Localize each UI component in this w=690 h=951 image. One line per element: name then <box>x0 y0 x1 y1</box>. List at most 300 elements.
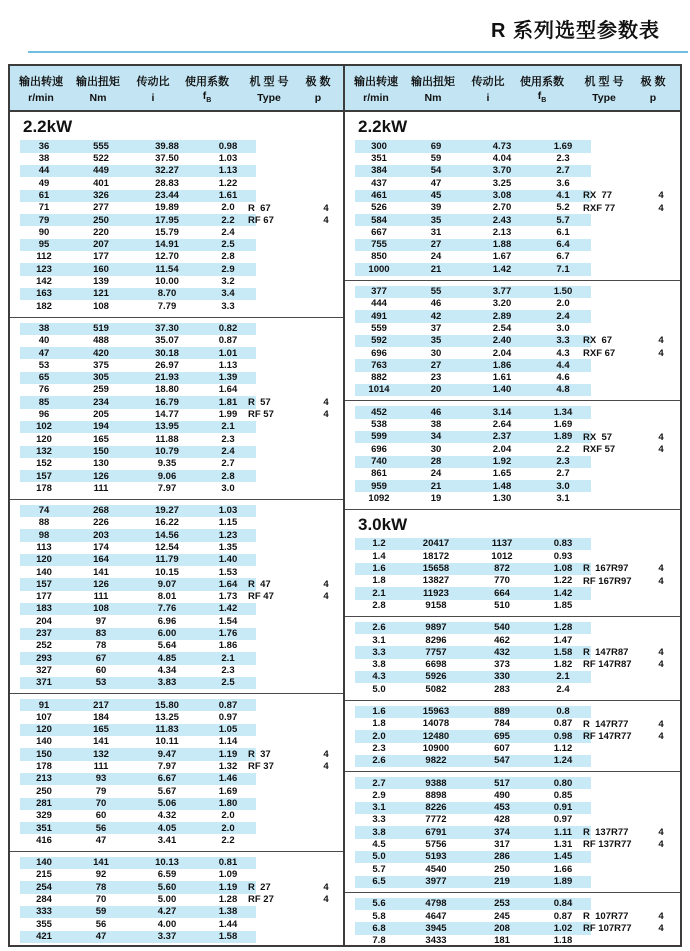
column-label: 传动比 <box>471 75 505 88</box>
torque-cell: 164 <box>93 554 109 566</box>
ratio-cell: 6.00 <box>157 628 177 640</box>
speed-cell: 461 <box>371 189 387 201</box>
data-row <box>20 881 256 893</box>
poles-value: 4 <box>658 910 664 922</box>
factor-cell: 0.80 <box>553 777 573 789</box>
data-row <box>355 177 591 189</box>
model-type-label: RF 27 <box>248 894 274 906</box>
type-line <box>583 910 675 922</box>
factor-cell: 0.87 <box>553 910 573 922</box>
torque-cell: 141 <box>93 566 109 578</box>
poles-value: 4 <box>323 202 329 214</box>
torque-cell: 10900 <box>422 742 450 754</box>
ratio-cell: 373 <box>494 659 510 671</box>
ratio-cell: 330 <box>494 671 510 683</box>
rows-area <box>20 699 256 847</box>
data-row <box>355 456 591 468</box>
rows-area <box>355 406 591 504</box>
speed-cell: 102 <box>36 421 52 433</box>
torque-cell: 150 <box>93 445 109 457</box>
model-type-label: R 67 <box>248 202 271 214</box>
torque-cell: 15963 <box>422 706 450 718</box>
torque-cell: 8226 <box>425 802 447 814</box>
ratio-cell: 3.08 <box>492 189 512 201</box>
data-row <box>355 214 591 226</box>
poles-value: 4 <box>658 730 664 742</box>
torque-cell: 21 <box>430 263 442 275</box>
type-line <box>583 335 675 347</box>
ratio-cell: 6.96 <box>157 615 177 627</box>
factor-cell: 1.28 <box>553 622 573 634</box>
torque-cell: 97 <box>95 615 107 627</box>
poles-value: 4 <box>658 718 664 730</box>
poles-value: 4 <box>658 839 664 851</box>
torque-cell: 132 <box>93 748 109 760</box>
ratio-cell: 462 <box>494 634 510 646</box>
ratio-cell: 432 <box>494 646 510 658</box>
model-type-label: R 147R87 <box>583 647 629 659</box>
type-line <box>583 718 675 730</box>
data-row <box>20 798 256 810</box>
factor-cell: 2.5 <box>221 677 235 689</box>
speed-cell: 3.1 <box>372 634 386 646</box>
right-column-header <box>345 66 680 112</box>
speed-cell: 281 <box>36 797 52 809</box>
ratio-cell: 784 <box>494 718 510 730</box>
poles-value: 4 <box>658 826 664 838</box>
factor-cell: 1.47 <box>553 634 573 646</box>
torque-cell: 7757 <box>425 646 447 658</box>
factor-cell: 2.7 <box>556 165 570 177</box>
ratio-cell: 5.60 <box>157 881 177 893</box>
data-row <box>20 202 256 214</box>
speed-cell: 152 <box>36 458 52 470</box>
header-units-row <box>10 89 343 106</box>
factor-cell: 1.50 <box>553 286 573 298</box>
torque-cell: 217 <box>93 699 109 711</box>
speed-cell: 2.1 <box>372 587 386 599</box>
torque-cell: 9822 <box>425 755 447 767</box>
data-row <box>20 652 256 664</box>
data-row <box>355 347 591 359</box>
ratio-cell: 18.80 <box>155 384 179 396</box>
selection-parameter-table <box>8 64 682 947</box>
factor-cell: 1.99 <box>218 409 238 421</box>
data-row <box>20 226 256 238</box>
torque-cell: 305 <box>93 372 109 384</box>
column-unit: Nm <box>89 91 107 104</box>
speed-cell: 6.8 <box>372 922 386 934</box>
torque-cell: 555 <box>93 140 109 152</box>
factor-cell: 1.19 <box>218 748 238 760</box>
rows-area <box>355 706 591 767</box>
block-separator <box>10 499 343 500</box>
speed-cell: 76 <box>38 384 50 396</box>
factor-cell: 1.81 <box>218 396 238 408</box>
torque-cell: 37 <box>430 322 442 334</box>
speed-cell: 2.7 <box>372 777 386 789</box>
factor-cell: 1.53 <box>218 566 238 578</box>
data-row <box>355 706 591 718</box>
factor-cell: 1.28 <box>218 894 238 905</box>
rows-area <box>355 622 591 696</box>
column-unit: $f_B$ <box>537 90 547 105</box>
torque-cell: 35 <box>430 214 442 226</box>
ratio-cell: 9.47 <box>157 748 177 760</box>
data-row <box>20 263 256 275</box>
ratio-cell: 374 <box>494 826 510 838</box>
ratio-cell: 14.56 <box>155 529 179 541</box>
data-row <box>20 603 256 615</box>
factor-cell: 2.0 <box>221 822 235 834</box>
torque-cell: 13827 <box>422 575 450 587</box>
torque-cell: 45 <box>430 189 442 201</box>
ratio-cell: 1137 <box>491 538 513 550</box>
data-row <box>20 566 256 578</box>
speed-cell: 85 <box>38 396 50 408</box>
ratio-cell: 3.77 <box>492 286 512 298</box>
data-row <box>20 736 256 748</box>
torque-cell: 226 <box>93 517 109 529</box>
factor-cell: 0.97 <box>553 814 573 826</box>
torque-cell: 20 <box>430 384 442 396</box>
ratio-cell: 3.37 <box>157 930 177 942</box>
speed-cell: 178 <box>36 761 52 773</box>
torque-cell: 24 <box>430 468 442 480</box>
type-line <box>248 591 340 603</box>
ratio-cell: 9.06 <box>157 470 177 482</box>
factor-cell: 1.42 <box>553 587 573 599</box>
torque-cell: 79 <box>95 785 107 797</box>
ratio-cell: 14.77 <box>155 409 179 421</box>
poles-value: 4 <box>658 347 664 359</box>
speed-cell: 38 <box>38 322 50 334</box>
ratio-cell: 2.70 <box>492 202 512 214</box>
factor-cell: 4.8 <box>556 384 570 396</box>
ratio-cell: 664 <box>494 587 510 599</box>
factor-cell: 1.05 <box>218 724 238 736</box>
speed-cell: 5.7 <box>372 863 386 875</box>
gear-unit-block <box>10 699 343 847</box>
speed-cell: 204 <box>36 615 52 627</box>
type-line <box>248 761 340 773</box>
data-row <box>355 384 591 396</box>
speed-cell: 120 <box>36 554 52 566</box>
data-row <box>20 409 256 421</box>
torque-cell: 53 <box>95 677 107 689</box>
type-overlay <box>583 335 675 360</box>
type-line <box>583 347 675 359</box>
factor-cell: 1.64 <box>218 578 238 590</box>
torque-cell: 42 <box>430 310 442 322</box>
factor-cell: 1.18 <box>553 935 573 945</box>
data-row <box>355 910 591 922</box>
type-line <box>248 579 340 591</box>
factor-cell: 1.58 <box>218 930 238 942</box>
ratio-cell: 39.88 <box>155 140 179 152</box>
factor-cell: 2.4 <box>221 445 235 457</box>
torque-cell: 420 <box>93 347 109 359</box>
type-overlay <box>248 579 340 604</box>
ratio-cell: 4.85 <box>157 652 177 664</box>
factor-cell: 1.54 <box>218 615 238 627</box>
poles-value: 4 <box>658 202 664 214</box>
factor-cell: 3.0 <box>556 322 570 334</box>
torque-cell: 220 <box>93 226 109 238</box>
torque-cell: 139 <box>93 276 109 288</box>
data-row <box>20 869 256 881</box>
torque-cell: 47 <box>430 177 442 189</box>
ratio-cell: 5.00 <box>157 894 177 905</box>
speed-cell: 351 <box>36 822 52 834</box>
speed-cell: 120 <box>36 724 52 736</box>
power-section-title: 2.2kW <box>23 117 73 136</box>
block-separator <box>345 700 680 701</box>
speed-cell: 120 <box>36 433 52 445</box>
torque-cell: 28 <box>430 455 442 467</box>
ratio-cell: 3.70 <box>492 165 512 177</box>
model-type-label: RX 77 <box>583 190 613 202</box>
factor-cell: 0.82 <box>218 322 238 334</box>
torque-cell: 121 <box>93 288 109 300</box>
data-row <box>20 505 256 517</box>
ratio-cell: 5.67 <box>157 785 177 797</box>
torque-cell: 108 <box>93 300 109 312</box>
ratio-cell: 32.27 <box>155 165 179 177</box>
speed-cell: 437 <box>371 177 387 189</box>
ratio-cell: 2.04 <box>492 443 512 455</box>
factor-cell: 3.0 <box>221 482 235 494</box>
ratio-cell: 517 <box>494 777 510 789</box>
ratio-cell: 6.67 <box>157 773 177 785</box>
torque-cell: 126 <box>93 470 109 482</box>
torque-cell: 27 <box>430 239 442 251</box>
left-column-header <box>10 66 343 112</box>
unit-subscript: B <box>541 97 547 105</box>
column-unit: $f_B$ <box>202 90 212 105</box>
torque-cell: 34 <box>430 431 442 443</box>
torque-cell: 449 <box>93 165 109 177</box>
torque-cell: 519 <box>93 322 109 334</box>
torque-cell: 19 <box>430 492 442 504</box>
speed-cell: 1.6 <box>372 563 386 575</box>
ratio-cell: 540 <box>494 622 510 634</box>
torque-cell: 38 <box>430 419 442 431</box>
speed-cell: 177 <box>36 591 52 603</box>
ratio-cell: 2.40 <box>492 335 512 347</box>
torque-cell: 70 <box>95 797 107 809</box>
data-row <box>20 177 256 189</box>
data-row <box>355 755 591 767</box>
data-row <box>355 298 591 310</box>
data-row <box>20 894 256 906</box>
torque-cell: 194 <box>93 421 109 433</box>
factor-cell: 3.2 <box>221 276 235 288</box>
header-units-row <box>345 89 680 106</box>
speed-cell: 696 <box>371 443 387 455</box>
ratio-cell: 4.05 <box>157 822 177 834</box>
factor-cell: 1.89 <box>553 875 573 887</box>
factor-cell: 1.13 <box>218 165 238 177</box>
factor-cell: 1.42 <box>218 603 238 615</box>
type-overlay <box>583 718 675 743</box>
ratio-cell: 250 <box>494 863 510 875</box>
factor-cell: 1.89 <box>553 431 573 443</box>
speed-cell: 2.3 <box>372 742 386 754</box>
type-line <box>583 202 675 214</box>
poles-value: 4 <box>323 748 329 760</box>
speed-cell: 538 <box>371 419 387 431</box>
data-row <box>355 777 591 789</box>
speed-cell: 91 <box>38 699 50 711</box>
ratio-cell: 14.91 <box>155 239 179 251</box>
ratio-cell: 23.44 <box>155 189 179 201</box>
factor-cell: 5.2 <box>556 202 570 214</box>
data-row <box>20 359 256 371</box>
torque-cell: 111 <box>93 591 109 603</box>
model-type-label: R 27 <box>248 881 271 893</box>
factor-cell: 2.0 <box>221 810 235 822</box>
column-unit: r/min <box>363 91 389 104</box>
type-line <box>583 646 675 658</box>
model-type-label: RXF 67 <box>583 347 616 359</box>
type-line <box>248 894 340 906</box>
speed-cell: 1014 <box>368 384 390 396</box>
block-separator <box>345 280 680 281</box>
ratio-cell: 770 <box>494 575 510 587</box>
column-label: 输出扭矩 <box>76 75 120 88</box>
data-row <box>20 918 256 930</box>
speed-cell: 1.8 <box>372 718 386 730</box>
column-label: 输出转速 <box>354 75 398 88</box>
factor-cell: 2.4 <box>221 226 235 238</box>
ratio-cell: 8.70 <box>157 288 177 300</box>
speed-cell: 300 <box>371 140 387 152</box>
ratio-cell: 695 <box>494 730 510 742</box>
ratio-cell: 21.93 <box>155 372 179 384</box>
speed-cell: 95 <box>38 239 50 251</box>
torque-cell: 47 <box>95 834 107 846</box>
block-separator <box>345 771 680 772</box>
ratio-cell: 1.92 <box>492 455 512 467</box>
factor-cell: 1.23 <box>218 529 238 541</box>
factor-cell: 0.81 <box>218 857 238 869</box>
speed-cell: 882 <box>371 372 387 384</box>
data-row <box>355 898 591 910</box>
rows-area <box>355 286 591 397</box>
factor-cell: 1.69 <box>553 140 573 152</box>
speed-cell: 491 <box>371 310 387 322</box>
data-row <box>355 743 591 755</box>
ratio-cell: 37.50 <box>155 153 179 165</box>
factor-cell: 1.40 <box>218 554 238 566</box>
factor-cell: 2.5 <box>221 239 235 251</box>
data-row <box>20 421 256 433</box>
factor-cell: 4.3 <box>556 347 570 359</box>
model-type-label: RF 147R87 <box>583 659 632 671</box>
data-row <box>355 165 591 177</box>
model-type-label: R 107R77 <box>583 910 629 922</box>
model-type-label: RX 67 <box>583 335 613 347</box>
torque-cell: 4798 <box>425 898 447 910</box>
torque-cell: 59 <box>95 906 107 918</box>
speed-cell: 88 <box>38 517 50 529</box>
data-row <box>20 239 256 251</box>
speed-cell: 1.6 <box>372 706 386 718</box>
column-label: 使用系数 <box>185 75 229 88</box>
type-overlay <box>248 748 340 773</box>
ratio-cell: 7.76 <box>157 603 177 615</box>
factor-cell: 3.1 <box>556 492 570 504</box>
torque-cell: 130 <box>93 458 109 470</box>
factor-cell: 1.66 <box>553 863 573 875</box>
type-line <box>248 881 340 893</box>
poles-value: 4 <box>323 894 329 906</box>
poles-value: 4 <box>658 335 664 347</box>
factor-cell: 1.22 <box>218 177 238 189</box>
ratio-cell: 5.06 <box>157 797 177 809</box>
ratio-cell: 872 <box>494 563 510 575</box>
ratio-cell: 13.95 <box>155 421 179 433</box>
torque-cell: 177 <box>93 251 109 263</box>
data-row <box>355 730 591 742</box>
unit-subscript: B <box>206 97 212 105</box>
model-type-label: RF 167R97 <box>583 575 632 587</box>
factor-cell: 1.34 <box>553 406 573 418</box>
data-row <box>20 615 256 627</box>
ratio-cell: 8.01 <box>157 591 177 603</box>
type-line <box>248 748 340 760</box>
torque-cell: 60 <box>95 664 107 676</box>
ratio-cell: 286 <box>494 851 510 863</box>
torque-cell: 11923 <box>423 587 449 599</box>
speed-cell: 1000 <box>368 263 390 275</box>
column-unit: i <box>151 91 155 104</box>
factor-cell: 2.2 <box>221 214 235 226</box>
torque-cell: 5082 <box>425 683 447 695</box>
data-row <box>20 433 256 445</box>
factor-cell: 1.19 <box>218 881 238 893</box>
ratio-cell: 4.04 <box>492 153 512 165</box>
data-row <box>355 310 591 322</box>
speed-cell: 2.0 <box>372 730 386 742</box>
torque-cell: 78 <box>95 881 107 893</box>
speed-cell: 44 <box>38 165 50 177</box>
ratio-cell: 4.32 <box>157 810 177 822</box>
model-type-label: RF 47 <box>248 591 274 603</box>
data-row <box>355 468 591 480</box>
rows-area <box>20 857 256 943</box>
ratio-cell: 7.97 <box>157 482 177 494</box>
factor-cell: 1.24 <box>553 755 573 767</box>
speed-cell: 132 <box>36 445 52 457</box>
factor-cell: 4.6 <box>556 372 570 384</box>
factor-cell: 0.87 <box>218 699 238 711</box>
speed-cell: 6.5 <box>372 875 386 887</box>
ratio-cell: 17.95 <box>155 214 179 226</box>
factor-cell: 1.69 <box>218 785 238 797</box>
speed-cell: 90 <box>38 226 50 238</box>
speed-cell: 861 <box>371 468 387 480</box>
gear-unit-block <box>10 505 343 689</box>
ratio-cell: 37.30 <box>155 322 179 334</box>
speed-cell: 178 <box>36 482 52 494</box>
torque-cell: 203 <box>93 529 109 541</box>
data-row <box>20 857 256 869</box>
ratio-cell: 2.89 <box>492 310 512 322</box>
speed-cell: 140 <box>36 857 52 869</box>
title-underline <box>28 51 688 53</box>
